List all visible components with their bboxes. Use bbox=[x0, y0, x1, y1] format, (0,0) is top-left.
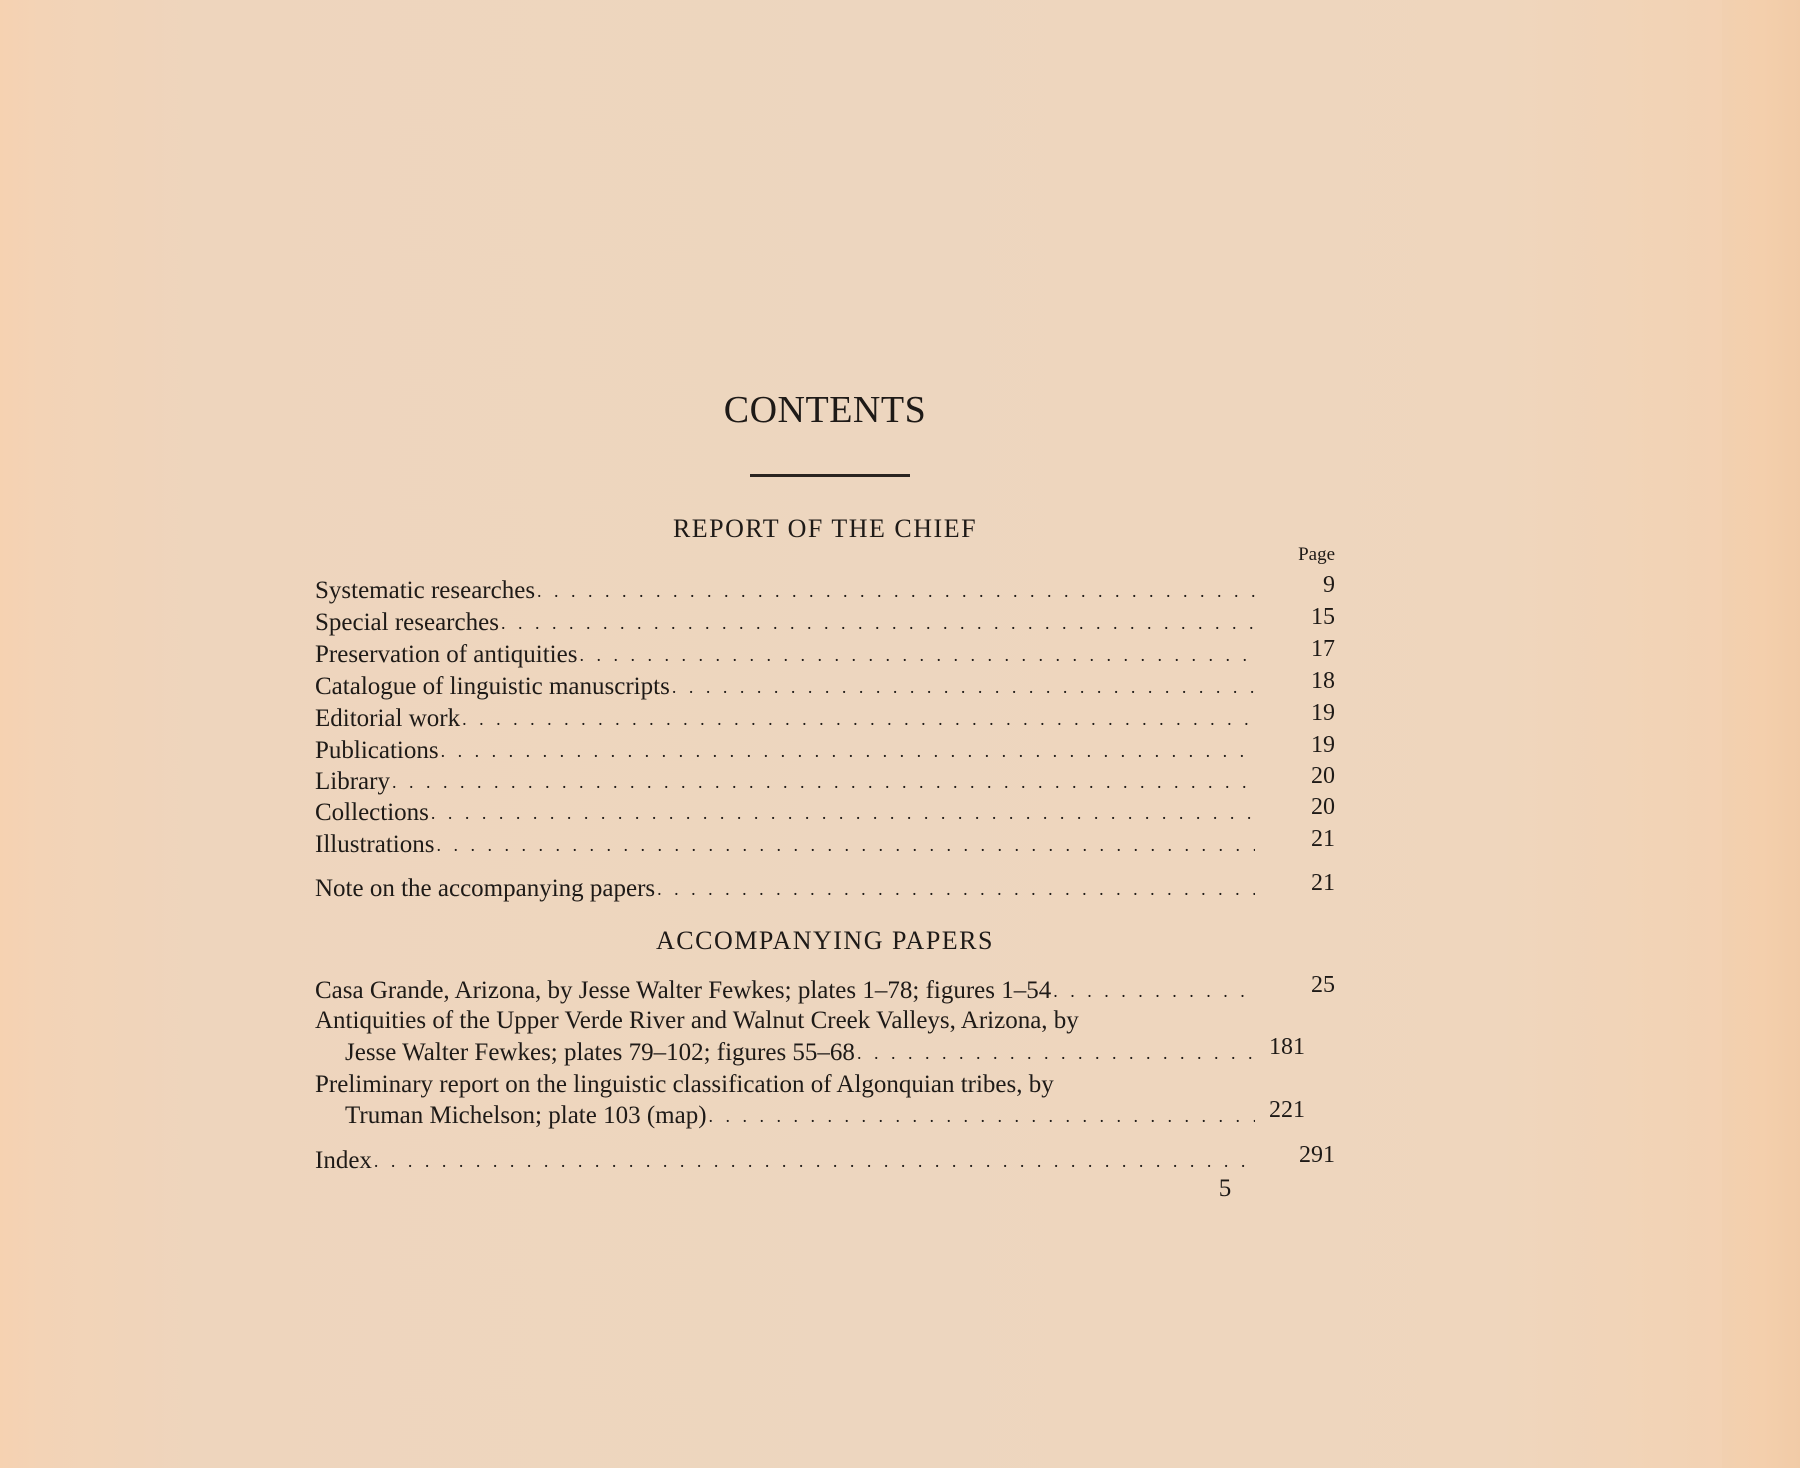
toc-entry-page: 291 bbox=[1299, 1142, 1335, 1168]
toc-entry[interactable] bbox=[315, 870, 1335, 904]
toc-entry-page: 18 bbox=[1311, 668, 1335, 694]
toc-entry-page: 9 bbox=[1323, 572, 1335, 598]
toc-entry-line[interactable] bbox=[315, 1006, 1335, 1036]
toc-entry-page: 19 bbox=[1311, 732, 1335, 758]
dot-leader bbox=[577, 640, 1255, 670]
toc-entry[interactable] bbox=[315, 668, 1335, 702]
toc-entry[interactable] bbox=[315, 1097, 1335, 1131]
toc-entry[interactable] bbox=[315, 972, 1335, 1006]
toc-entry[interactable] bbox=[315, 572, 1335, 606]
toc-entry-page: 25 bbox=[1311, 972, 1335, 998]
dot-leader bbox=[372, 1146, 1255, 1176]
toc-entry-page: 17 bbox=[1311, 636, 1335, 662]
dot-leader bbox=[499, 608, 1255, 638]
page-title: CONTENTS bbox=[723, 389, 927, 431]
toc-entry-label: Publications bbox=[315, 737, 439, 764]
toc-entry[interactable] bbox=[315, 636, 1335, 670]
page-edge bbox=[1722, 0, 1800, 1468]
toc-entry[interactable] bbox=[315, 794, 1335, 828]
dot-leader bbox=[439, 736, 1255, 766]
toc-entry-page: 20 bbox=[1311, 794, 1335, 820]
toc-entry[interactable] bbox=[315, 604, 1335, 638]
toc-entry-page: 181 bbox=[1269, 1034, 1305, 1060]
toc-entry-label: Jesse Walter Fewkes; plates 79–102; figures 55–68 bbox=[345, 1039, 855, 1066]
dot-leader bbox=[460, 704, 1255, 734]
dot-leader bbox=[655, 874, 1255, 904]
toc-entry[interactable] bbox=[315, 1142, 1335, 1176]
dot-leader bbox=[855, 1038, 1255, 1068]
toc-entry-line[interactable] bbox=[315, 1070, 1335, 1100]
page-number: 5 bbox=[1218, 1175, 1232, 1202]
dot-leader bbox=[670, 672, 1255, 702]
toc-entry-page: 21 bbox=[1311, 826, 1335, 852]
toc-entry-label: Index bbox=[315, 1147, 372, 1174]
dot-leader bbox=[390, 767, 1255, 797]
toc-entry-label: Editorial work bbox=[315, 705, 461, 732]
dot-leader bbox=[1051, 976, 1255, 1006]
toc-entry[interactable] bbox=[315, 1034, 1335, 1068]
toc-entry-label: Library bbox=[315, 768, 390, 795]
toc-entry[interactable] bbox=[315, 732, 1335, 766]
toc-entry-label: Note on the accompanying papers bbox=[315, 875, 656, 902]
dot-leader bbox=[535, 576, 1255, 606]
toc-entry[interactable] bbox=[315, 700, 1335, 734]
toc-entry-page: 21 bbox=[1311, 870, 1335, 896]
toc-entry-label: Collections bbox=[315, 799, 429, 826]
report-heading: REPORT OF THE CHIEF bbox=[672, 514, 978, 543]
toc-entry-page: 221 bbox=[1269, 1097, 1305, 1123]
dot-leader bbox=[434, 830, 1255, 860]
toc-entry-label: Antiquities of the Upper Verde River and Walnut Creek Valleys, Arizona, by bbox=[315, 1007, 1079, 1034]
contents-page bbox=[315, 0, 1335, 1468]
toc-entry-page: 19 bbox=[1311, 700, 1335, 726]
toc-entry-label: Catalogue of linguistic manuscripts bbox=[315, 673, 670, 700]
toc-entry-label: Illustrations bbox=[315, 831, 435, 858]
toc-entry-page: 15 bbox=[1311, 604, 1335, 630]
toc-entry-label: Special researches bbox=[315, 609, 499, 636]
toc-entry[interactable] bbox=[315, 763, 1335, 797]
toc-entry-label: Preservation of antiquities bbox=[315, 641, 578, 668]
toc-entry-page: 20 bbox=[1311, 763, 1335, 789]
dot-leader bbox=[429, 798, 1255, 828]
papers-heading: ACCOMPANYING PAPERS bbox=[656, 926, 994, 955]
page-column-label: Page bbox=[1298, 544, 1335, 565]
title-rule bbox=[750, 474, 910, 477]
toc-entry-label: Preliminary report on the linguistic classification of Algonquian tribes, by bbox=[315, 1071, 1054, 1098]
toc-entry-label: Casa Grande, Arizona, by Jesse Walter Fewkes; plates 1–78; figures 1–54 bbox=[315, 977, 1052, 1004]
dot-leader bbox=[707, 1101, 1255, 1131]
toc-entry-label: Systematic researches bbox=[315, 577, 536, 604]
toc-entry[interactable] bbox=[315, 826, 1335, 860]
toc-entry-label: Truman Michelson; plate 103 (map) bbox=[345, 1102, 707, 1129]
